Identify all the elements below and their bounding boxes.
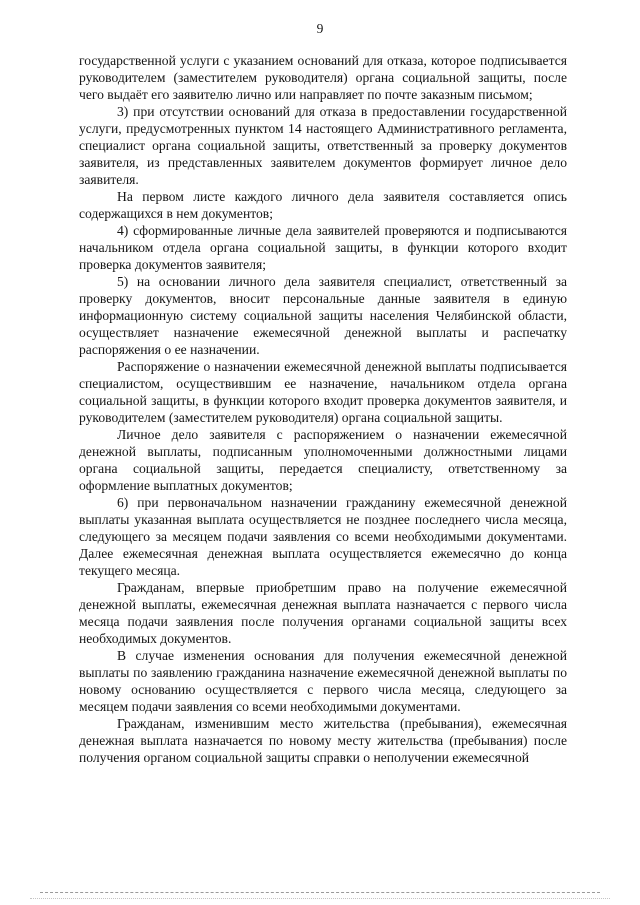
paragraph-item-6: 6) при первоначальном назначении гражданину ежемесячной денежной выплаты указанная выплата осуществляется не позднее последнего числа месяца, следующего за месяцем подачи заявления со всеми необходимыми документами. Далее ежемесячная денежная выплата осуществляется ежемесячно до конца текущего месяца. <box>79 495 567 578</box>
scan-edge-line <box>30 898 610 899</box>
paragraph-personal-file: Личное дело заявителя с распоряжением о назначении ежемесячной денежной выплаты, подписанным уполномоченными должностными лицами органа социальной защиты, передается специалисту, ответственному за оформление выплатных документов; <box>79 427 567 493</box>
paragraph-order-signing: Распоряжение о назначении ежемесячной денежной выплаты подписывается специалистом, осуществившим ее назначение, начальником отдела органа социальной защиты, в функции которого входит проверка документов заявителя, и руководителем (заместителем руководителя) органа социальной защиты. <box>79 359 567 425</box>
paragraph-basis-change: В случае изменения основания для получения ежемесячной денежной выплаты по заявлению гражданина назначение ежемесячной денежной выплаты по новому основанию осуществляется с первого числа месяца, следующего за месяцем подачи заявления со всеми необходимыми документами. <box>79 648 567 714</box>
paragraph-continuation: государственной услуги с указанием оснований для отказа, которое подписывается руководителем (заместителем руководителя) органа социальной защиты, после чего выдаёт его заявителю лично или направляет по почте заказным письмом; <box>79 53 567 102</box>
page-number: 9 <box>316 21 324 36</box>
paragraph-item-3: 3) при отсутствии оснований для отказа в предоставлении государственной услуги, предусмотренных пунктом 14 настоящего Административного регламента, специалист органа социальной защиты, ответственный за проверку документов заявителя, из представленных заявителем документов формирует личное дело заявителя. <box>79 104 567 187</box>
scan-artifact-line <box>40 892 600 893</box>
paragraph-first-time: Гражданам, впервые приобретшим право на получение ежемесячной денежной выплаты, ежемесячная денежная выплата назначается с первого числа месяца подачи заявления после получения органами социальной защиты всех необходимых документов. <box>79 580 567 646</box>
paragraph-item-4: 4) сформированные личные дела заявителей проверяются и подписываются начальником отдела органа социальной защиты, в функции которого входит проверка документов заявителя; <box>79 223 567 272</box>
paragraph-inventory: На первом листе каждого личного дела заявителя составляется опись содержащихся в нем документов; <box>79 189 567 221</box>
paragraph-item-5: 5) на основании личного дела заявителя специалист, ответственный за проверку документов, вносит персональные данные заявителя в единую информационную систему социальной защиты населения Челябинской области, осуществляет назначение ежемесячной денежной выплаты и распечатку распоряжения о ее назначении. <box>79 274 567 357</box>
document-body <box>79 52 567 766</box>
paragraph-residence-change: Гражданам, изменившим место жительства (пребывания), ежемесячная денежная выплата назначается по новому месту жительства (пребывания) после получения органом социальной защиты справки о неполучении ежемесячной <box>79 716 567 765</box>
